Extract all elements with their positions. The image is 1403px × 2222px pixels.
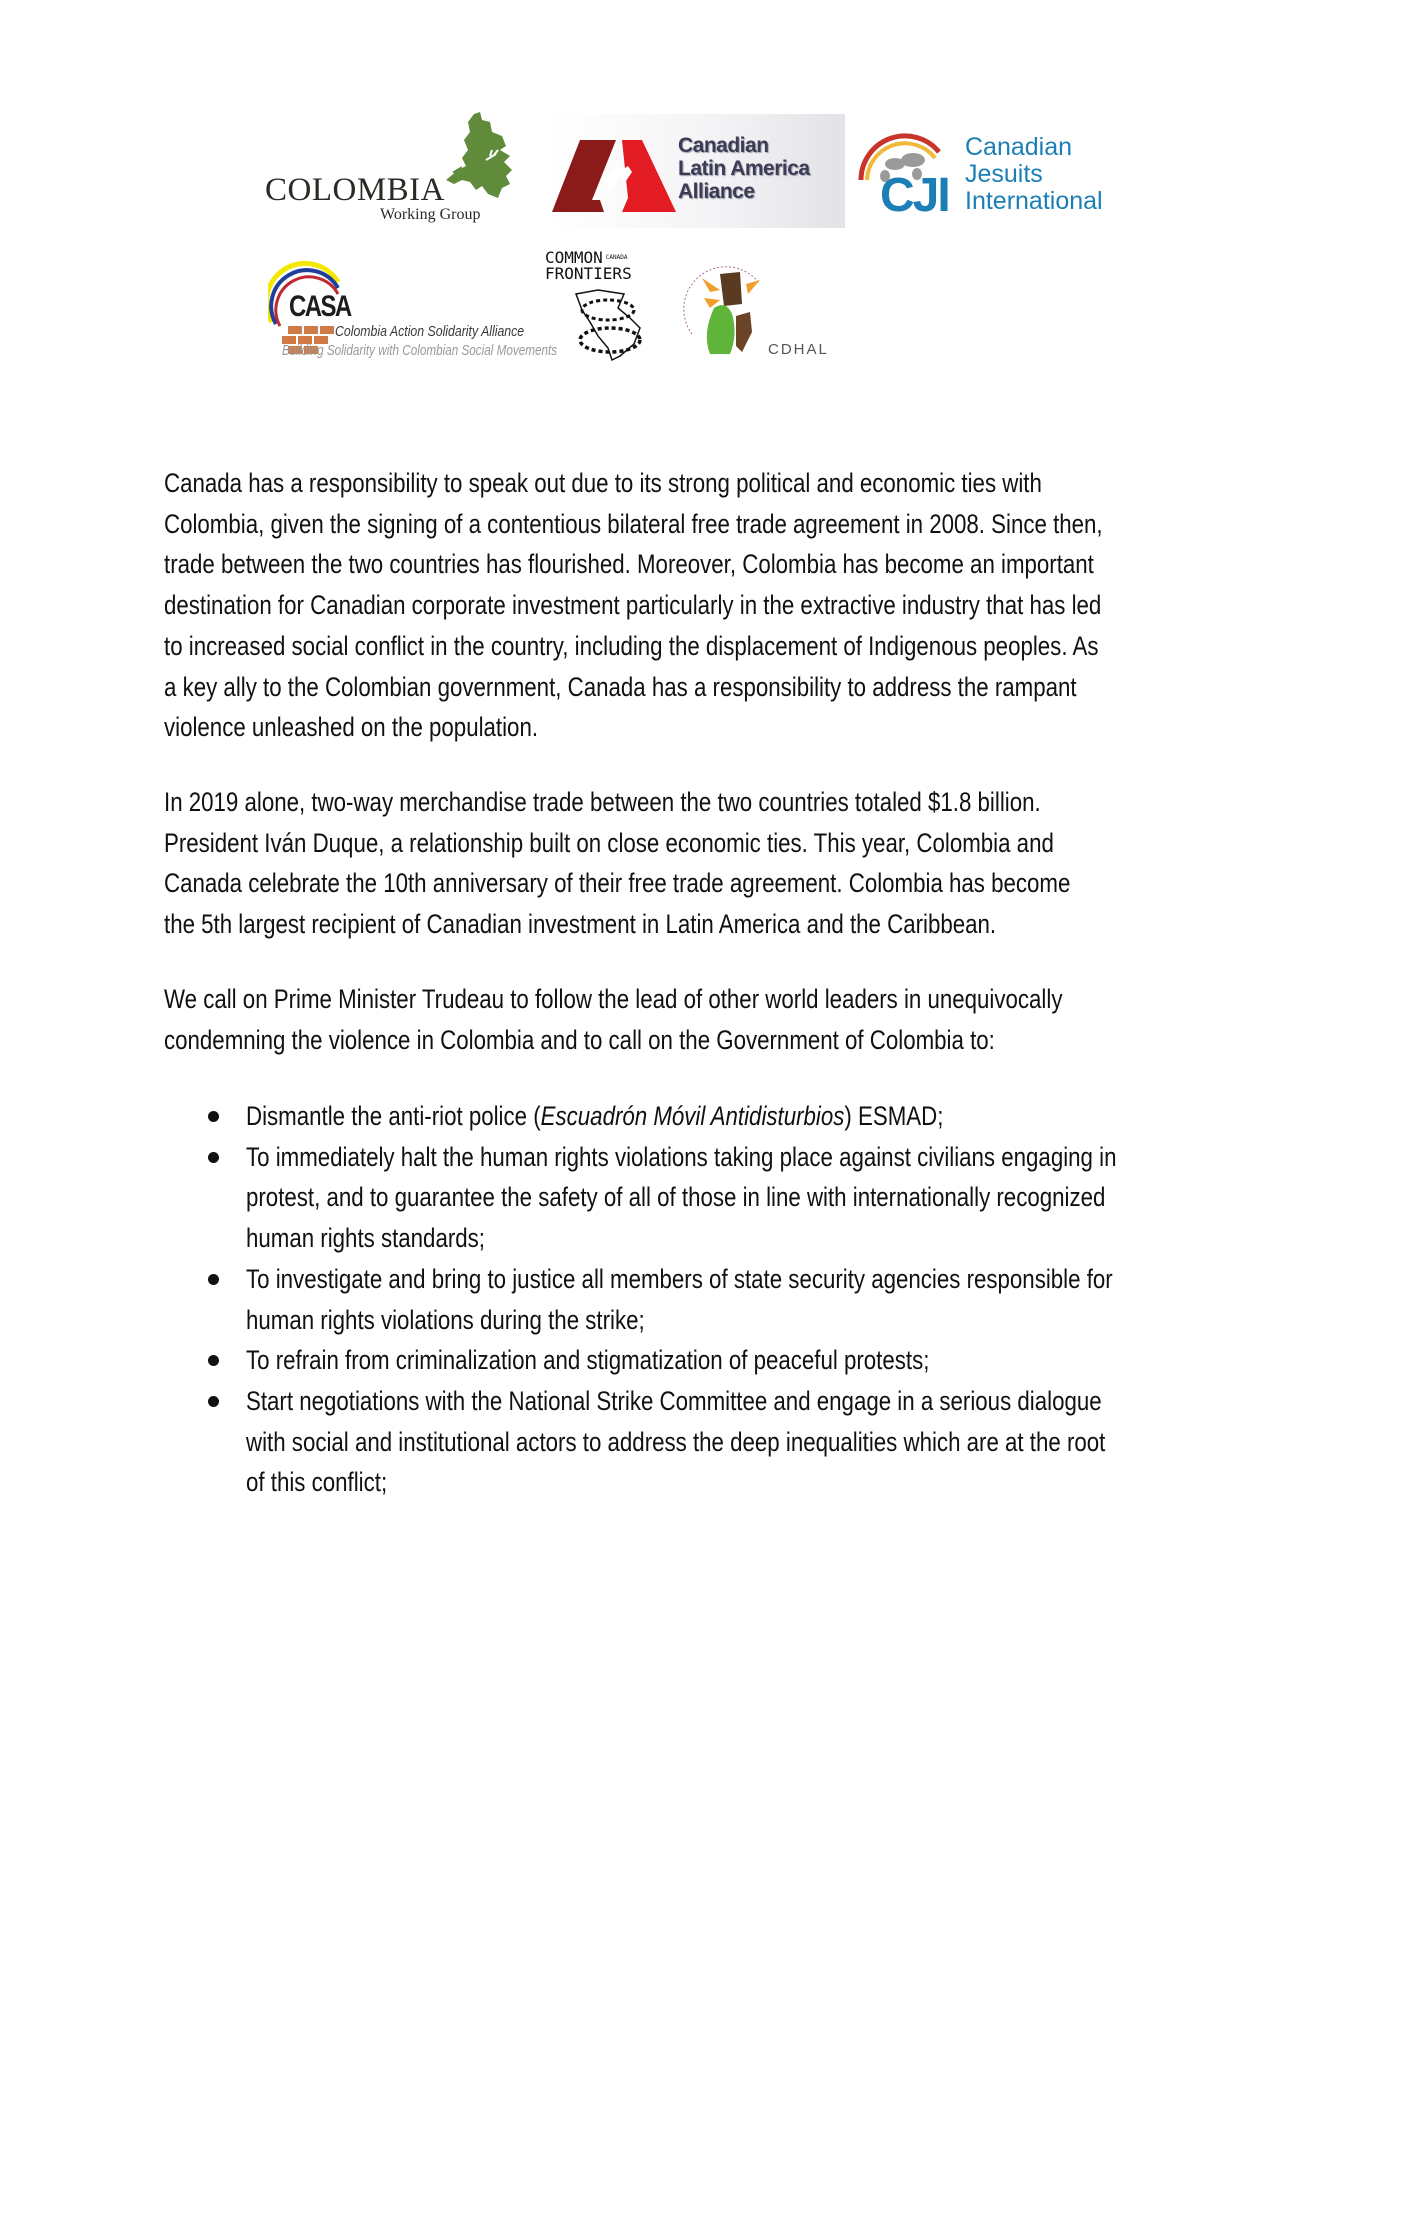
- claa-wordmark: Canadian Latin America Alliance: [678, 134, 810, 203]
- bullet-icon: [208, 1111, 219, 1122]
- paragraph-call-to-action: We call on Prime Minister Trudeau to follow the lead of other world leaders in unequivocally condemning the violence in Colombia and to call on the Government of Colombia to:: [164, 984, 1063, 1055]
- list-item: To investigate and bring to justice all members of state security agencies responsible for human rights violations during the strike;: [164, 1259, 1364, 1340]
- list-item: To immediately halt the human rights violations taking place against civilians engaging in protest, and to guarantee the safety of all of those in line with internationally recognized human rights standards;: [164, 1137, 1364, 1259]
- casa-name: Colombia Action Solidarity Alliance: [335, 323, 525, 340]
- bullet-icon: [208, 1274, 219, 1285]
- list-item: Start negotiations with the National Strike Committee and engage in a serious dialogue with social and institutional actors to address the deep inequalities which are at the root of this conflict;: [164, 1381, 1364, 1503]
- colombia-map-dove-icon: [432, 110, 522, 202]
- common-frontiers-wordmark: COMMON $^{CANADA}$ FRONTIERS: [545, 248, 632, 283]
- colombia-wordmark: COLOMBIA: [265, 172, 446, 208]
- claa-logo: [550, 114, 845, 228]
- working-group-subtitle: Working Group: [380, 206, 481, 223]
- claa-emblem-icon: [552, 136, 678, 212]
- cji-monogram: CJI: [880, 169, 949, 222]
- americas-people-circle-icon: [568, 288, 650, 362]
- paragraph-canada-responsibility: Canada has a responsibility to speak out due to its strong political and economic ties with Colombia, given the signing of a contentious bilateral free trade agreement in 2008. Since then, trade between the two countries has flourished. Moreover, Colombia has become an important destination for Canadian corporate investment particularly in the extractive industry that has led to increased social conflict in the country, including the displacement of Indigenous peoples. As a key ally to the Colombian government, Canada has a responsibility to address the rampant violence unleashed on the population.: [164, 468, 1103, 743]
- bullet-icon: [208, 1152, 219, 1163]
- casa-tagline: Building Solidarity with Colombian Social Movements: [282, 342, 558, 359]
- bullet-icon: [208, 1355, 219, 1366]
- list-item: To refrain from criminalization and stigmatization of peaceful protests;: [164, 1340, 1364, 1381]
- bullet-icon: [208, 1396, 219, 1407]
- casa-monogram: CASA: [289, 290, 351, 323]
- cdhal-wordmark: CDHAL: [768, 341, 829, 358]
- paragraph-trade-figures: In 2019 alone, two-way merchandise trade between the two countries totaled $1.8 billion. President Iván Duque, a relationship built on close economic ties. This year, Colombia and Canada celebrate the 10th anniversary of their free trade agreement. Colombia has become the 5th largest recipient of Canadian investment in Latin America and the Caribbean.: [164, 787, 1071, 940]
- list-item: Dismantle the anti-riot police (Escuadrón Móvil Antidisturbios) ESMAD;: [164, 1096, 1364, 1137]
- demands-list: [164, 1096, 1364, 1503]
- cdhal-emblem-icon: [680, 254, 770, 364]
- esmad-spanish-name: Escuadrón Móvil Antidisturbios: [540, 1101, 845, 1131]
- cji-wordmark: Canadian Jesuits International: [965, 133, 1103, 215]
